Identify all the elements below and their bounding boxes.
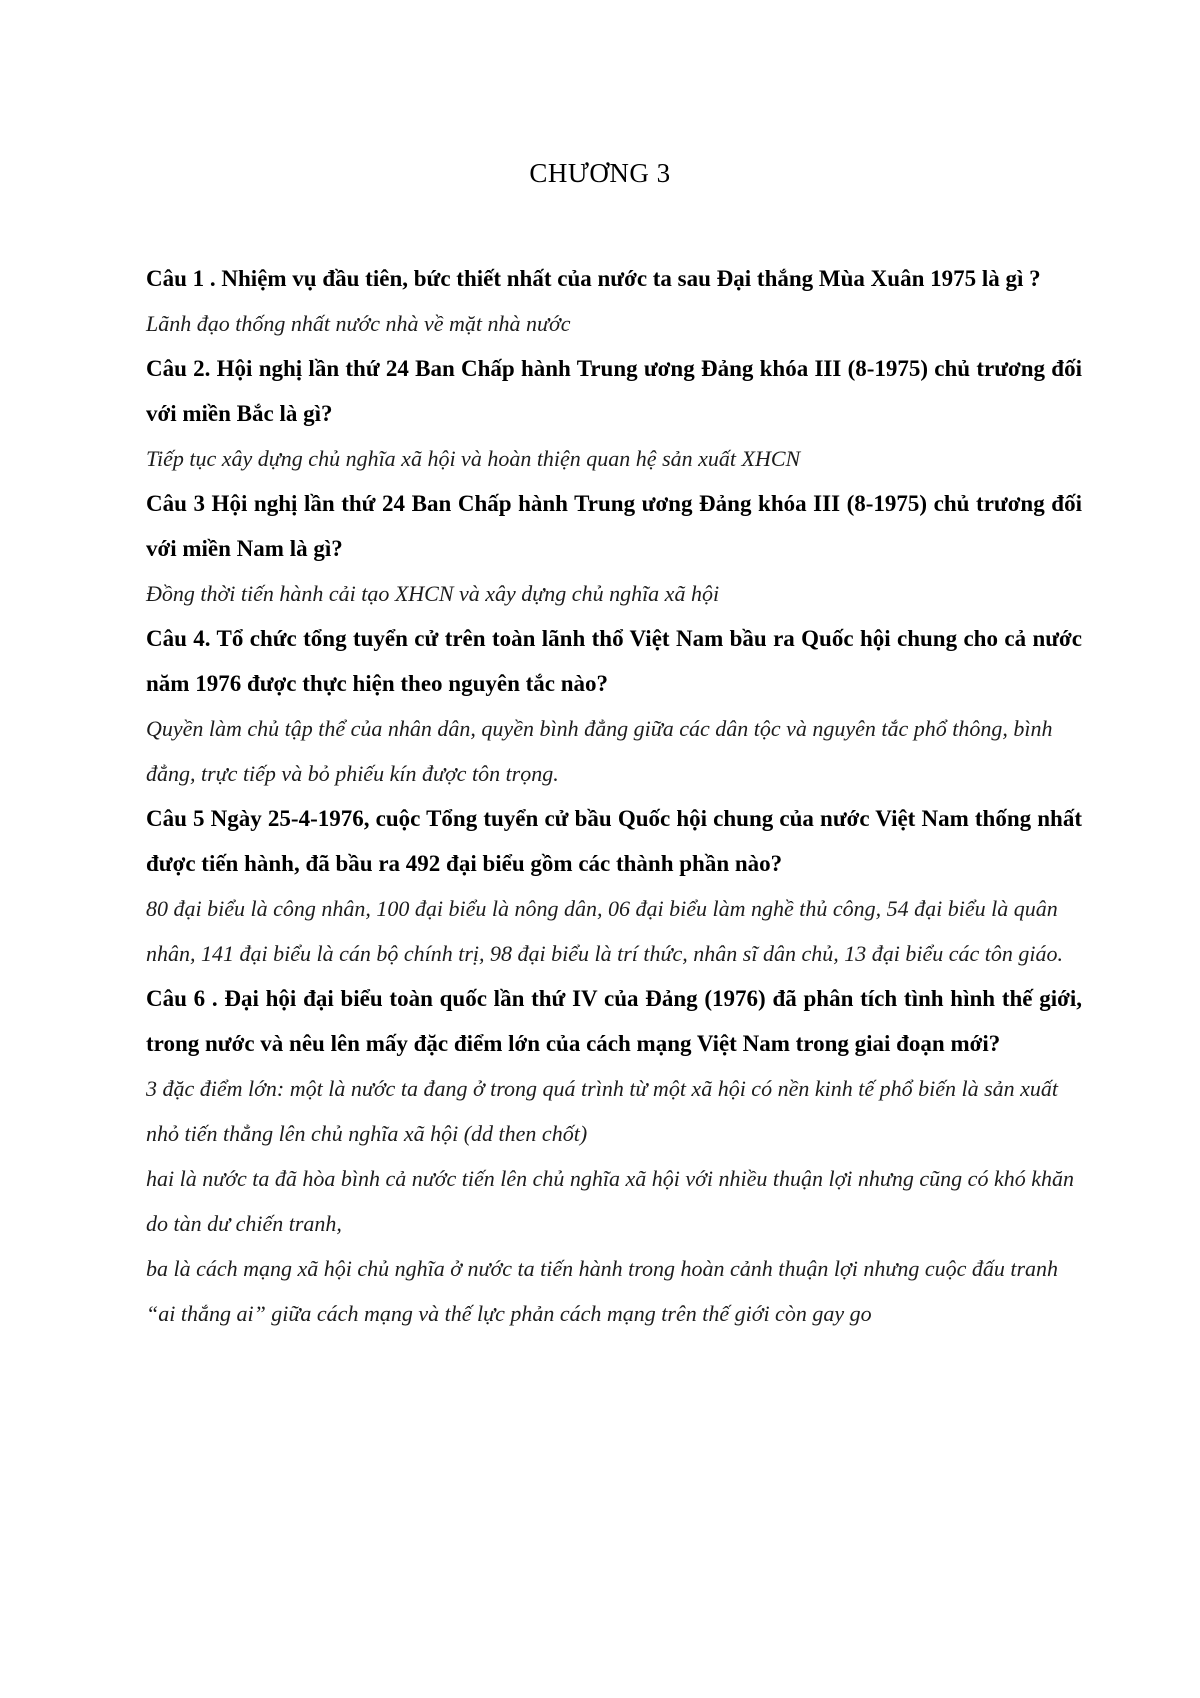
qa-list: [146, 256, 1082, 1336]
answer-2-line-1: Tiếp tục xây dựng chủ nghĩa xã hội và hoàn thiện quan hệ sản xuất XHCN: [146, 446, 801, 471]
qa-item-6: [146, 976, 1082, 1336]
qa-item-2: [146, 346, 1082, 481]
answer-6-line-1: 3 đặc điểm lớn: một là nước ta đang ở trong quá trình từ một xã hội có nền kinh tế phổ biến là sản xuất nhỏ tiến thẳng lên chủ nghĩa xã hội (dd then chốt): [146, 1076, 1059, 1146]
question-4: Câu 4. Tổ chức tổng tuyển cử trên toàn lãnh thổ Việt Nam bầu ra Quốc hội chung cho cả nước năm 1976 được thực hiện theo nguyên tắc nào?: [146, 626, 1082, 696]
answer-2: [146, 436, 1082, 481]
answer-3-line-1: Đồng thời tiến hành cải tạo XHCN và xây dựng chủ nghĩa xã hội: [146, 581, 720, 606]
qa-item-4: [146, 616, 1082, 796]
question-3: Câu 3 Hội nghị lần thứ 24 Ban Chấp hành Trung ương Đảng khóa III (8-1975) chủ trương đối với miền Nam là gì?: [146, 491, 1082, 561]
chapter-title: CHƯƠNG 3: [529, 158, 671, 188]
question-6: Câu 6 . Đại hội đại biểu toàn quốc lần thứ IV của Đảng (1976) đã phân tích tình hình thế giới, trong nước và nêu lên mấy đặc điểm lớn của cách mạng Việt Nam trong giai đoạn mới?: [146, 986, 1082, 1056]
answer-6-line-2: hai là nước ta đã hòa bình cả nước tiến lên chủ nghĩa xã hội với nhiều thuận lợi nhưng cũng có khó khăn do tàn dư chiến tranh,: [146, 1166, 1074, 1236]
answer-1-line-1: Lãnh đạo thống nhất nước nhà về mặt nhà nước: [146, 311, 571, 336]
answer-1: [146, 301, 1082, 346]
question-1: Câu 1 . Nhiệm vụ đầu tiên, bức thiết nhất của nước ta sau Đại thắng Mùa Xuân 1975 là gì ?: [146, 266, 1041, 291]
answer-4: [146, 706, 1082, 796]
answer-6: [146, 1066, 1082, 1336]
answer-5-line-1: 80 đại biểu là công nhân, 100 đại biểu là nông dân, 06 đại biểu làm nghề thủ công, 54 đại biểu là quân nhân, 141 đại biểu là cán bộ chính trị, 98 đại biểu là trí thức, nhân sĩ dân chủ, 13 đại biểu các tôn giáo.: [146, 896, 1063, 966]
answer-4-line-1: Quyền làm chủ tập thể của nhân dân, quyền bình đẳng giữa các dân tộc và nguyên tắc phổ thông, bình đẳng, trực tiếp và bỏ phiếu kín được tôn trọng.: [146, 716, 1053, 786]
qa-item-1: [146, 256, 1082, 346]
answer-5: [146, 886, 1082, 976]
question-2: Câu 2. Hội nghị lần thứ 24 Ban Chấp hành Trung ương Đảng khóa III (8-1975) chủ trương đối với miền Bắc là gì?: [146, 356, 1082, 426]
answer-3: [146, 571, 1082, 616]
qa-item-5: [146, 796, 1082, 976]
question-5: Câu 5 Ngày 25-4-1976, cuộc Tổng tuyển cử bầu Quốc hội chung của nước Việt Nam thống nhất được tiến hành, đã bầu ra 492 đại biểu gồm các thành phần nào?: [146, 806, 1082, 876]
qa-item-3: [146, 481, 1082, 616]
answer-6-line-3: ba là cách mạng xã hội chủ nghĩa ở nước ta tiến hành trong hoàn cảnh thuận lợi nhưng cuộc đấu tranh “ai thắng ai” giữa cách mạng và thế lực phản cách mạng trên thế giới còn gay go: [146, 1256, 1059, 1326]
